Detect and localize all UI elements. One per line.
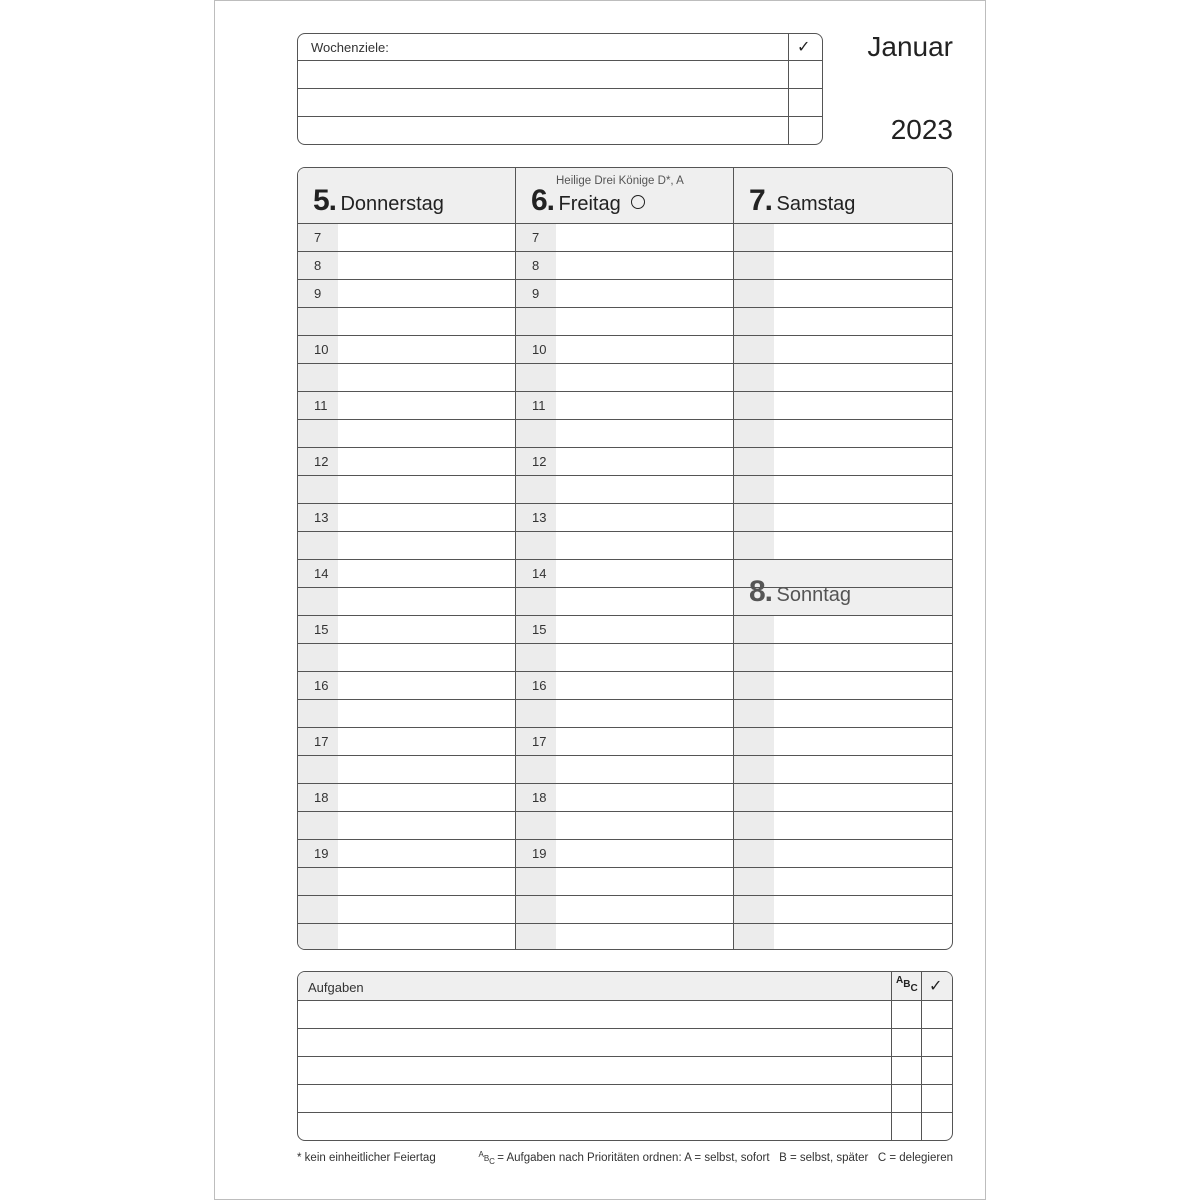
hour-label: 19 [314,846,329,861]
abc-priority-icon: ABC [478,1150,495,1166]
grid-row-line [298,391,952,392]
grid-row-line [298,251,952,252]
grid-row-line [298,223,952,224]
hour-label: 9 [314,286,322,301]
hour-label: 11 [532,398,546,413]
footer-note: * kein einheitlicher Feiertag [297,1152,436,1164]
grid-row-line [298,531,952,532]
grid-row-line [298,671,952,672]
week-goals-box [297,33,823,145]
hour-label: 11 [314,398,328,413]
grid-row-line [298,643,952,644]
grid-row-line [298,923,952,924]
hour-label: 10 [314,342,329,357]
day-number: 5. [313,184,337,217]
hour-label: 9 [532,286,540,301]
grid-row-line [298,335,952,336]
grid-row-line [298,475,952,476]
hour-label: 16 [314,678,329,693]
year-label: 2023 [890,114,953,145]
grid-row-line [298,699,952,700]
planner-page [214,0,986,1200]
day-name: Samstag [776,193,856,215]
day-name: Freitag [558,193,621,215]
hour-label: 7 [532,230,540,245]
day-number: 6. [531,184,555,217]
day-header-saturday [749,184,855,218]
tasks-title: Aufgaben [308,980,364,995]
grid-row-line [298,895,952,896]
grid-row-line [298,867,952,868]
hour-label: 8 [314,258,322,273]
grid-row-line [298,755,952,756]
grid-row-line [298,363,952,364]
grid-row-line [298,503,952,504]
hour-label: 8 [532,258,540,273]
day-grid [297,167,953,950]
grid-row-line [298,307,952,308]
grid-row-line [298,447,952,448]
hour-label: 16 [532,678,547,693]
month-label: Januar [867,31,953,62]
hour-label: 18 [314,790,329,805]
grid-row-line [298,727,952,728]
grid-row-line [298,615,952,616]
day-header-sunday [749,575,851,609]
grid-row-line [298,811,952,812]
hour-label: 19 [532,846,547,861]
grid-row-line [298,559,952,560]
week-goals-title: Wochenziele: [311,40,389,55]
hour-label: 18 [532,790,547,805]
hour-label: 12 [532,454,547,469]
day-name: Sonntag [776,584,851,606]
hour-label: 12 [314,454,329,469]
day-name: Donnerstag [340,193,444,215]
check-icon: ✓ [797,39,811,56]
grid-row-line [298,839,952,840]
day-number: 7. [749,184,773,217]
hour-label: 17 [532,734,547,749]
hour-label: 15 [532,622,547,637]
hour-label: 14 [314,566,329,581]
hour-label: 15 [314,622,329,637]
day-number: 8. [749,575,773,608]
check-icon: ✓ [929,978,943,995]
grid-row-line [298,587,952,588]
tasks-box [297,971,953,1141]
moon-phase-icon [631,195,645,209]
grid-row-line [298,419,952,420]
hour-label: 13 [532,510,547,525]
grid-row-line [298,783,952,784]
footer-legend: ABC = Aufgaben nach Prioritäten ordnen: A = selbst, sofort B = selbst, später C = delegieren [478,1150,953,1166]
day-header-thursday [313,184,444,218]
hour-label: 13 [314,510,329,525]
hour-label: 17 [314,734,329,749]
day-header-friday [531,184,645,218]
hour-label: 10 [532,342,547,357]
hour-label: 7 [314,230,322,245]
grid-row-line [298,279,952,280]
holiday-label: Heilige Drei Könige D*, A [556,175,684,187]
hour-label: 14 [532,566,547,581]
abc-priority-icon: ABC [896,975,918,994]
